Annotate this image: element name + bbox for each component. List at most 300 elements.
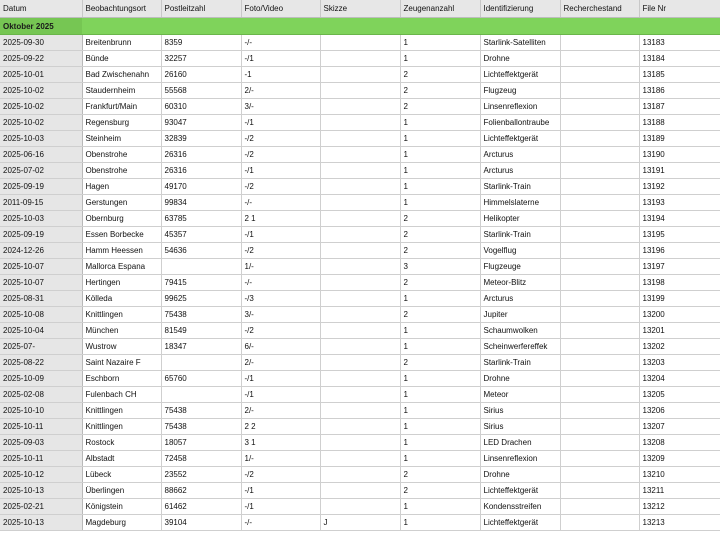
cell-foto-video[interactable]: -/- (241, 195, 320, 211)
cell-file-nr[interactable]: 13194 (639, 211, 720, 227)
cell-foto-video[interactable]: -/1 (241, 371, 320, 387)
cell-file-nr[interactable]: 13195 (639, 227, 720, 243)
cell-file-nr[interactable]: 13211 (639, 483, 720, 499)
cell-datum[interactable]: 2025-07-02 (0, 163, 82, 179)
cell-file-nr[interactable]: 13184 (639, 51, 720, 67)
cell-foto-video[interactable]: -/- (241, 275, 320, 291)
cell-identifizierung[interactable]: Arcturus (480, 147, 560, 163)
cell-file-nr[interactable]: 13204 (639, 371, 720, 387)
cell-identifizierung[interactable]: Lichteffektgerät (480, 483, 560, 499)
cell-zeugenanzahl[interactable]: 1 (400, 179, 480, 195)
cell-recherchestand[interactable] (560, 227, 639, 243)
cell-skizze[interactable] (320, 483, 400, 499)
cell-skizze[interactable] (320, 67, 400, 83)
cell-zeugenanzahl[interactable]: 1 (400, 115, 480, 131)
cell-zeugenanzahl[interactable]: 2 (400, 83, 480, 99)
cell-recherchestand[interactable] (560, 275, 639, 291)
cell-zeugenanzahl[interactable]: 1 (400, 499, 480, 515)
cell-foto-video[interactable]: -/3 (241, 291, 320, 307)
cell-foto-video[interactable]: -/2 (241, 179, 320, 195)
cell-recherchestand[interactable] (560, 387, 639, 403)
cell-datum[interactable]: 2025-10-09 (0, 371, 82, 387)
cell-zeugenanzahl[interactable]: 1 (400, 195, 480, 211)
cell-datum[interactable]: 2011-09-15 (0, 195, 82, 211)
cell-datum[interactable]: 2025-10-13 (0, 483, 82, 499)
cell-zeugenanzahl[interactable]: 2 (400, 355, 480, 371)
cell-datum[interactable]: 2025-02-08 (0, 387, 82, 403)
cell-zeugenanzahl[interactable]: 1 (400, 131, 480, 147)
cell-foto-video[interactable]: -/- (241, 35, 320, 51)
cell-identifizierung[interactable]: Sirius (480, 419, 560, 435)
cell-foto-video[interactable]: 2/- (241, 355, 320, 371)
cell-postleitzahl[interactable] (161, 387, 241, 403)
cell-zeugenanzahl[interactable]: 1 (400, 51, 480, 67)
cell-identifizierung[interactable]: Schaumwolken (480, 323, 560, 339)
cell-foto-video[interactable]: 2 1 (241, 211, 320, 227)
cell-postleitzahl[interactable]: 54636 (161, 243, 241, 259)
cell-file-nr[interactable]: 13207 (639, 419, 720, 435)
cell-datum[interactable]: 2025-10-02 (0, 83, 82, 99)
cell-file-nr[interactable]: 13199 (639, 291, 720, 307)
cell-identifizierung[interactable]: Lichteffektgerät (480, 67, 560, 83)
cell-datum[interactable]: 2025-08-22 (0, 355, 82, 371)
cell-recherchestand[interactable] (560, 179, 639, 195)
table-row (0, 483, 720, 499)
cell-beobachtungsort[interactable]: Wustrow (82, 339, 161, 355)
cell-datum[interactable]: 2025-10-03 (0, 131, 82, 147)
cell-file-nr[interactable]: 13197 (639, 259, 720, 275)
cell-identifizierung[interactable]: Lichteffektgerät (480, 515, 560, 531)
cell-datum[interactable]: 2025-10-12 (0, 467, 82, 483)
table-row (0, 147, 720, 163)
cell-foto-video[interactable]: 2 2 (241, 419, 320, 435)
cell-file-nr[interactable]: 13208 (639, 435, 720, 451)
cell-recherchestand[interactable] (560, 211, 639, 227)
cell-file-nr[interactable]: 13187 (639, 99, 720, 115)
cell-zeugenanzahl[interactable]: 2 (400, 227, 480, 243)
cell-beobachtungsort[interactable]: Saint Nazaire F (82, 355, 161, 371)
cell-foto-video[interactable]: 3 1 (241, 435, 320, 451)
cell-zeugenanzahl[interactable]: 1 (400, 515, 480, 531)
cell-foto-video[interactable]: -/2 (241, 467, 320, 483)
table-row (0, 291, 720, 307)
cell-postleitzahl[interactable]: 81549 (161, 323, 241, 339)
cell-identifizierung[interactable]: Linsenreflexion (480, 99, 560, 115)
cell-postleitzahl[interactable]: 49170 (161, 179, 241, 195)
cell-datum[interactable]: 2025-10-07 (0, 275, 82, 291)
cell-foto-video[interactable]: -/1 (241, 163, 320, 179)
table-row (0, 115, 720, 131)
column-header-file-nr[interactable]: File Nr (639, 0, 720, 18)
cell-beobachtungsort[interactable]: Bünde (82, 51, 161, 67)
cell-recherchestand[interactable] (560, 243, 639, 259)
cell-postleitzahl[interactable]: 72458 (161, 451, 241, 467)
cell-identifizierung[interactable]: Starlink-Satelliten (480, 35, 560, 51)
cell-identifizierung[interactable]: Scheinwerfereffek (480, 339, 560, 355)
cell-skizze[interactable] (320, 307, 400, 323)
cell-postleitzahl[interactable]: 61462 (161, 499, 241, 515)
cell-file-nr[interactable]: 13205 (639, 387, 720, 403)
cell-recherchestand[interactable] (560, 163, 639, 179)
column-header-zeugenanzahl[interactable]: Zeugenanzahl (400, 0, 480, 18)
cell-postleitzahl[interactable]: 99834 (161, 195, 241, 211)
cell-recherchestand[interactable] (560, 499, 639, 515)
cell-postleitzahl[interactable]: 55568 (161, 83, 241, 99)
cell-postleitzahl[interactable]: 23552 (161, 467, 241, 483)
cell-file-nr[interactable]: 13193 (639, 195, 720, 211)
cell-skizze[interactable] (320, 179, 400, 195)
cell-recherchestand[interactable] (560, 147, 639, 163)
cell-beobachtungsort[interactable]: Regensburg (82, 115, 161, 131)
cell-datum[interactable]: 2025-10-10 (0, 403, 82, 419)
cell-beobachtungsort[interactable]: Rostock (82, 435, 161, 451)
cell-foto-video[interactable]: -/1 (241, 483, 320, 499)
cell-skizze[interactable] (320, 435, 400, 451)
cell-datum[interactable]: 2025-10-03 (0, 211, 82, 227)
cell-beobachtungsort[interactable]: Hertingen (82, 275, 161, 291)
cell-datum[interactable]: 2025-10-13 (0, 515, 82, 531)
table-row (0, 35, 720, 51)
cell-file-nr[interactable]: 13186 (639, 83, 720, 99)
cell-skizze[interactable] (320, 467, 400, 483)
cell-datum[interactable]: 2025-10-11 (0, 419, 82, 435)
cell-file-nr[interactable]: 13203 (639, 355, 720, 371)
cell-skizze[interactable] (320, 259, 400, 275)
cell-postleitzahl[interactable]: 45357 (161, 227, 241, 243)
cell-skizze[interactable] (320, 163, 400, 179)
cell-skizze[interactable] (320, 419, 400, 435)
cell-recherchestand[interactable] (560, 35, 639, 51)
cell-beobachtungsort[interactable]: Essen Borbecke (82, 227, 161, 243)
cell-file-nr[interactable]: 13196 (639, 243, 720, 259)
cell-postleitzahl[interactable]: 32839 (161, 131, 241, 147)
cell-identifizierung[interactable]: Linsenreflexion (480, 451, 560, 467)
cell-skizze[interactable] (320, 227, 400, 243)
cell-beobachtungsort[interactable]: Obenstrohe (82, 147, 161, 163)
cell-datum[interactable]: 2024-12-26 (0, 243, 82, 259)
cell-zeugenanzahl[interactable]: 2 (400, 67, 480, 83)
cell-skizze[interactable] (320, 83, 400, 99)
group-label[interactable]: Oktober 2025 (0, 18, 82, 35)
table-row (0, 419, 720, 435)
cell-skizze[interactable] (320, 387, 400, 403)
cell-beobachtungsort[interactable]: München (82, 323, 161, 339)
cell-foto-video[interactable]: 1/- (241, 259, 320, 275)
cell-beobachtungsort[interactable]: Eschborn (82, 371, 161, 387)
cell-datum[interactable]: 2025-06-16 (0, 147, 82, 163)
cell-postleitzahl[interactable]: 99625 (161, 291, 241, 307)
cell-zeugenanzahl[interactable]: 2 (400, 275, 480, 291)
cell-zeugenanzahl[interactable]: 1 (400, 387, 480, 403)
cell-identifizierung[interactable]: Himmelslaterne (480, 195, 560, 211)
table-row (0, 211, 720, 227)
cell-recherchestand[interactable] (560, 115, 639, 131)
cell-datum[interactable]: 2025-10-07 (0, 259, 82, 275)
cell-datum[interactable]: 2025-09-03 (0, 435, 82, 451)
cell-file-nr[interactable]: 13202 (639, 339, 720, 355)
cell-postleitzahl[interactable]: 63785 (161, 211, 241, 227)
cell-file-nr[interactable]: 13213 (639, 515, 720, 531)
cell-file-nr[interactable]: 13206 (639, 403, 720, 419)
cell-beobachtungsort[interactable]: Überlingen (82, 483, 161, 499)
cell-postleitzahl[interactable]: 65760 (161, 371, 241, 387)
cell-identifizierung[interactable]: Arcturus (480, 291, 560, 307)
cell-beobachtungsort[interactable]: Albstadt (82, 451, 161, 467)
cell-postleitzahl[interactable]: 79415 (161, 275, 241, 291)
cell-file-nr[interactable]: 13192 (639, 179, 720, 195)
cell-foto-video[interactable]: 3/- (241, 307, 320, 323)
cell-identifizierung[interactable]: Arcturus (480, 163, 560, 179)
cell-skizze[interactable] (320, 51, 400, 67)
cell-postleitzahl[interactable]: 39104 (161, 515, 241, 531)
cell-postleitzahl[interactable]: 18347 (161, 339, 241, 355)
cell-foto-video[interactable]: 2/- (241, 403, 320, 419)
cell-datum[interactable]: 2025-09-19 (0, 179, 82, 195)
cell-zeugenanzahl[interactable]: 1 (400, 291, 480, 307)
cell-foto-video[interactable]: -/- (241, 515, 320, 531)
cell-file-nr[interactable]: 13200 (639, 307, 720, 323)
cell-foto-video[interactable]: -/1 (241, 499, 320, 515)
cell-zeugenanzahl[interactable]: 1 (400, 403, 480, 419)
cell-foto-video[interactable]: -/1 (241, 227, 320, 243)
cell-recherchestand[interactable] (560, 291, 639, 307)
cell-skizze[interactable] (320, 243, 400, 259)
cell-skizze[interactable] (320, 195, 400, 211)
cell-beobachtungsort[interactable]: Obenstrohe (82, 163, 161, 179)
cell-postleitzahl[interactable]: 88662 (161, 483, 241, 499)
cell-datum[interactable]: 2025-09-22 (0, 51, 82, 67)
cell-recherchestand[interactable] (560, 99, 639, 115)
cell-zeugenanzahl[interactable]: 1 (400, 323, 480, 339)
cell-postleitzahl[interactable]: 93047 (161, 115, 241, 131)
cell-identifizierung[interactable]: Meteor (480, 387, 560, 403)
cell-recherchestand[interactable] (560, 435, 639, 451)
cell-beobachtungsort[interactable]: Königstein (82, 499, 161, 515)
cell-datum[interactable]: 2025-10-02 (0, 99, 82, 115)
cell-identifizierung[interactable]: Starlink-Train (480, 227, 560, 243)
cell-identifizierung[interactable]: Meteor-Blitz (480, 275, 560, 291)
cell-zeugenanzahl[interactable]: 1 (400, 419, 480, 435)
cell-beobachtungsort[interactable]: Frankfurt/Main (82, 99, 161, 115)
cell-identifizierung[interactable]: Folienballontraube (480, 115, 560, 131)
cell-identifizierung[interactable]: Drohne (480, 51, 560, 67)
cell-postleitzahl[interactable]: 75438 (161, 307, 241, 323)
cell-zeugenanzahl[interactable]: 1 (400, 147, 480, 163)
cell-file-nr[interactable]: 13190 (639, 147, 720, 163)
cell-identifizierung[interactable]: Flugzeuge (480, 259, 560, 275)
cell-identifizierung[interactable]: Kondensstreifen (480, 499, 560, 515)
column-header-datum[interactable]: Datum (0, 0, 82, 18)
cell-recherchestand[interactable] (560, 403, 639, 419)
cell-skizze[interactable] (320, 451, 400, 467)
cell-identifizierung[interactable]: Flugzeug (480, 83, 560, 99)
cell-identifizierung[interactable]: Helikopter (480, 211, 560, 227)
cell-beobachtungsort[interactable]: Knittlingen (82, 403, 161, 419)
cell-foto-video[interactable]: -/2 (241, 147, 320, 163)
cell-foto-video[interactable]: -/2 (241, 131, 320, 147)
cell-file-nr[interactable]: 13189 (639, 131, 720, 147)
cell-beobachtungsort[interactable]: Obernburg (82, 211, 161, 227)
cell-foto-video[interactable]: -/1 (241, 115, 320, 131)
cell-foto-video[interactable]: -/1 (241, 51, 320, 67)
cell-zeugenanzahl[interactable]: 2 (400, 467, 480, 483)
cell-beobachtungsort[interactable]: Mallorca Espana (82, 259, 161, 275)
cell-datum[interactable]: 2025-10-04 (0, 323, 82, 339)
cell-beobachtungsort[interactable]: Lübeck (82, 467, 161, 483)
cell-beobachtungsort[interactable]: Breitenbrunn (82, 35, 161, 51)
cell-file-nr[interactable]: 13185 (639, 67, 720, 83)
cell-identifizierung[interactable]: Drohne (480, 371, 560, 387)
cell-datum[interactable]: 2025-08-31 (0, 291, 82, 307)
cell-skizze[interactable] (320, 371, 400, 387)
cell-foto-video[interactable]: -/1 (241, 387, 320, 403)
cell-postleitzahl[interactable] (161, 259, 241, 275)
cell-skizze[interactable] (320, 323, 400, 339)
cell-recherchestand[interactable] (560, 515, 639, 531)
column-header-foto-video[interactable]: Foto/Video (241, 0, 320, 18)
cell-postleitzahl[interactable]: 32257 (161, 51, 241, 67)
cell-skizze[interactable] (320, 339, 400, 355)
cell-beobachtungsort[interactable]: Gerstungen (82, 195, 161, 211)
cell-foto-video[interactable]: -/2 (241, 323, 320, 339)
cell-file-nr[interactable]: 13212 (639, 499, 720, 515)
cell-zeugenanzahl[interactable]: 1 (400, 35, 480, 51)
cell-recherchestand[interactable] (560, 467, 639, 483)
cell-recherchestand[interactable] (560, 131, 639, 147)
cell-zeugenanzahl[interactable]: 3 (400, 259, 480, 275)
cell-postleitzahl[interactable] (161, 355, 241, 371)
cell-skizze[interactable] (320, 291, 400, 307)
cell-datum[interactable]: 2025-10-02 (0, 115, 82, 131)
cell-file-nr[interactable]: 13183 (639, 35, 720, 51)
cell-recherchestand[interactable] (560, 451, 639, 467)
cell-file-nr[interactable]: 13201 (639, 323, 720, 339)
cell-identifizierung[interactable]: Jupiter (480, 307, 560, 323)
cell-file-nr[interactable]: 13198 (639, 275, 720, 291)
cell-beobachtungsort[interactable]: Fulenbach CH (82, 387, 161, 403)
cell-zeugenanzahl[interactable]: 2 (400, 243, 480, 259)
cell-datum[interactable]: 2025-10-01 (0, 67, 82, 83)
cell-skizze[interactable] (320, 35, 400, 51)
column-header-postleitzahl[interactable]: Postleitzahl (161, 0, 241, 18)
cell-recherchestand[interactable] (560, 83, 639, 99)
cell-skizze[interactable]: J (320, 515, 400, 531)
cell-skizze[interactable] (320, 115, 400, 131)
cell-zeugenanzahl[interactable]: 2 (400, 307, 480, 323)
cell-identifizierung[interactable]: Vogelflug (480, 243, 560, 259)
cell-beobachtungsort[interactable]: Bad Zwischenahn (82, 67, 161, 83)
column-header-beobachtungsort[interactable]: Beobachtungsort (82, 0, 161, 18)
cell-zeugenanzahl[interactable]: 1 (400, 435, 480, 451)
cell-postleitzahl[interactable]: 60310 (161, 99, 241, 115)
cell-file-nr[interactable]: 13210 (639, 467, 720, 483)
cell-zeugenanzahl[interactable]: 1 (400, 451, 480, 467)
cell-file-nr[interactable]: 13209 (639, 451, 720, 467)
table-row (0, 83, 720, 99)
cell-beobachtungsort[interactable]: Staudernheim (82, 83, 161, 99)
cell-zeugenanzahl[interactable]: 2 (400, 99, 480, 115)
table-row (0, 51, 720, 67)
cell-identifizierung[interactable]: Lichteffektgerät (480, 131, 560, 147)
cell-datum[interactable]: 2025-09-30 (0, 35, 82, 51)
cell-skizze[interactable] (320, 275, 400, 291)
cell-zeugenanzahl[interactable]: 2 (400, 211, 480, 227)
cell-beobachtungsort[interactable]: Knittlingen (82, 307, 161, 323)
cell-recherchestand[interactable] (560, 195, 639, 211)
cell-beobachtungsort[interactable]: Magdeburg (82, 515, 161, 531)
cell-datum[interactable]: 2025-10-08 (0, 307, 82, 323)
cell-recherchestand[interactable] (560, 51, 639, 67)
cell-foto-video[interactable]: 6/- (241, 339, 320, 355)
column-header-recherchestand[interactable]: Recherchestand (560, 0, 639, 18)
cell-postleitzahl[interactable]: 26316 (161, 163, 241, 179)
cell-skizze[interactable] (320, 211, 400, 227)
cell-beobachtungsort[interactable]: Knittlingen (82, 419, 161, 435)
cell-beobachtungsort[interactable]: Hagen (82, 179, 161, 195)
cell-datum[interactable]: 2025-07- (0, 339, 82, 355)
cell-identifizierung[interactable]: Sirius (480, 403, 560, 419)
cell-foto-video[interactable]: -1 (241, 67, 320, 83)
cell-recherchestand[interactable] (560, 259, 639, 275)
cell-foto-video[interactable]: 1/- (241, 451, 320, 467)
cell-skizze[interactable] (320, 99, 400, 115)
cell-datum[interactable]: 2025-02-21 (0, 499, 82, 515)
cell-recherchestand[interactable] (560, 419, 639, 435)
cell-skizze[interactable] (320, 499, 400, 515)
column-header-identifizierung[interactable]: Identifizierung (480, 0, 560, 18)
cell-postleitzahl[interactable]: 75438 (161, 419, 241, 435)
cell-foto-video[interactable]: 2/- (241, 83, 320, 99)
cell-recherchestand[interactable] (560, 371, 639, 387)
cell-skizze[interactable] (320, 403, 400, 419)
cell-recherchestand[interactable] (560, 355, 639, 371)
cell-postleitzahl[interactable]: 18057 (161, 435, 241, 451)
cell-identifizierung[interactable]: LED Drachen (480, 435, 560, 451)
cell-zeugenanzahl[interactable]: 1 (400, 371, 480, 387)
cell-datum[interactable]: 2025-09-19 (0, 227, 82, 243)
cell-recherchestand[interactable] (560, 339, 639, 355)
cell-identifizierung[interactable]: Starlink-Train (480, 355, 560, 371)
cell-zeugenanzahl[interactable]: 1 (400, 163, 480, 179)
cell-zeugenanzahl[interactable]: 2 (400, 483, 480, 499)
cell-skizze[interactable] (320, 147, 400, 163)
cell-recherchestand[interactable] (560, 323, 639, 339)
table-row (0, 435, 720, 451)
cell-zeugenanzahl[interactable]: 1 (400, 339, 480, 355)
cell-recherchestand[interactable] (560, 483, 639, 499)
cell-foto-video[interactable]: -/2 (241, 243, 320, 259)
cell-file-nr[interactable]: 13188 (639, 115, 720, 131)
cell-identifizierung[interactable]: Starlink-Train (480, 179, 560, 195)
cell-beobachtungsort[interactable]: Steinheim (82, 131, 161, 147)
cell-beobachtungsort[interactable]: Hamm Heessen (82, 243, 161, 259)
cell-postleitzahl[interactable]: 8359 (161, 35, 241, 51)
cell-datum[interactable]: 2025-10-11 (0, 451, 82, 467)
cell-foto-video[interactable]: 3/- (241, 99, 320, 115)
cell-postleitzahl[interactable]: 75438 (161, 403, 241, 419)
cell-skizze[interactable] (320, 131, 400, 147)
cell-skizze[interactable] (320, 355, 400, 371)
cell-postleitzahl[interactable]: 26316 (161, 147, 241, 163)
column-header-skizze[interactable]: Skizze (320, 0, 400, 18)
cell-recherchestand[interactable] (560, 307, 639, 323)
cell-recherchestand[interactable] (560, 67, 639, 83)
cell-postleitzahl[interactable]: 26160 (161, 67, 241, 83)
cell-beobachtungsort[interactable]: Kölleda (82, 291, 161, 307)
table-row (0, 195, 720, 211)
cell-file-nr[interactable]: 13191 (639, 163, 720, 179)
cell-identifizierung[interactable]: Drohne (480, 467, 560, 483)
